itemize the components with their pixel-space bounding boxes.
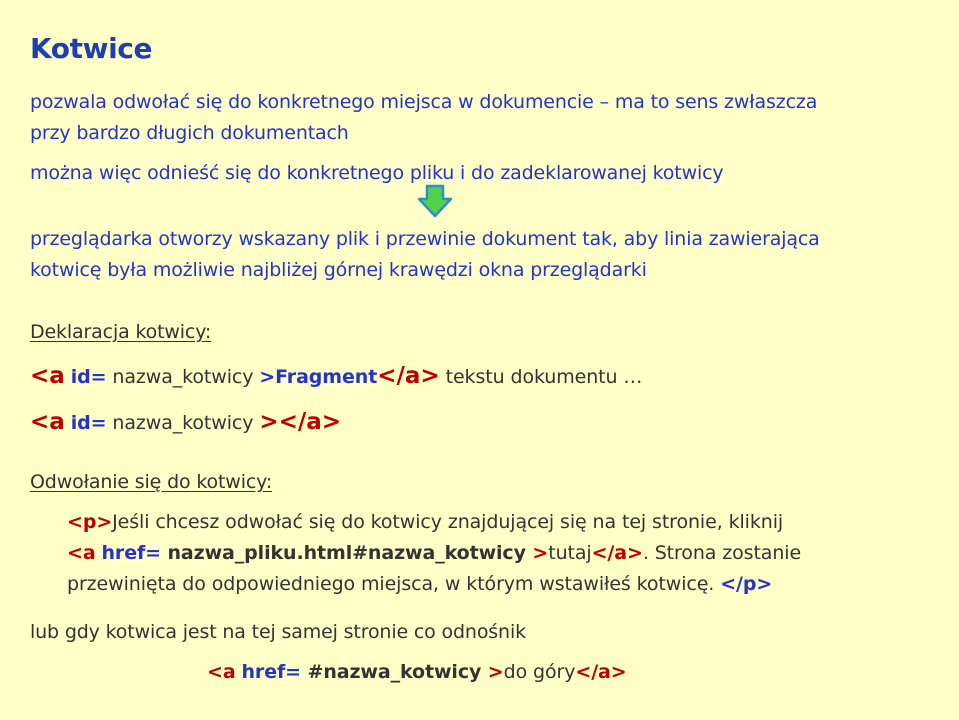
code-value: nazwa_kotwicy — [106, 412, 260, 434]
code-tag: </p> — [720, 573, 773, 595]
code-link-text: do góry — [503, 661, 576, 683]
paragraph-line: przy bardzo długich dokumentach — [30, 122, 349, 144]
code-attribute: id= — [70, 412, 107, 434]
example-line — [67, 506, 783, 538]
slide-title: Kotwice — [30, 32, 153, 65]
code-tag: </a> — [377, 363, 440, 389]
code-tag: </a> — [575, 661, 627, 683]
code-tag: <a — [30, 409, 65, 435]
code-tag: <a — [30, 363, 65, 389]
code-line-same-page — [207, 656, 627, 688]
paragraph-line: kotwicę była możliwie najbliżej górnej krawędzi okna przeglądarki — [30, 259, 647, 281]
example-text: Jeśli chcesz odwołać się do kotwicy znajdującej się na tej stronie, kliknij — [112, 511, 784, 533]
code-rest: tekstu dokumentu … — [439, 366, 643, 388]
code-tag: ></a> — [259, 409, 342, 435]
code-line-empty-anchor — [30, 406, 341, 439]
down-arrow-icon — [416, 184, 454, 219]
code-tag: <a — [207, 661, 236, 683]
example-link-text: tutaj — [548, 542, 592, 564]
code-value: #nazwa_kotwicy — [300, 661, 488, 683]
code-fragment: >Fragment — [259, 366, 378, 388]
example-text: przewinięta do odpowiedniego miejsca, w którym wstawiłeś kotwicę. — [67, 573, 721, 595]
code-attribute: href= — [241, 661, 301, 683]
paragraph-line: można więc odnieść się do konkretnego pliku i do zadeklarowanej kotwicy — [30, 162, 724, 184]
code-value: nazwa_kotwicy — [106, 366, 260, 388]
code-line-declaration — [30, 360, 642, 393]
code-tag: > — [487, 661, 504, 683]
code-tag: </a> — [591, 542, 643, 564]
paragraph-line: przeglądarka otworzy wskazany plik i przewinie dokument tak, aby linia zawierająca — [30, 228, 820, 250]
paragraph-line: pozwala odwołać się do konkretnego miejsca w dokumencie – ma to sens zwłaszcza — [30, 91, 818, 113]
same-page-text: lub gdy kotwica jest na tej samej stronie co odnośnik — [30, 621, 526, 643]
code-tag: > — [532, 542, 549, 564]
code-value: nazwa_pliku.html#nazwa_kotwicy — [160, 542, 533, 564]
code-attribute: id= — [70, 366, 107, 388]
declaration-heading: Deklaracja kotwicy: — [30, 321, 212, 343]
reference-heading: Odwołanie się do kotwicy: — [30, 471, 273, 493]
code-tag: <a — [67, 542, 96, 564]
example-text: . Strona zostanie — [642, 542, 802, 564]
code-tag: <p> — [67, 511, 113, 533]
code-attribute: href= — [101, 542, 161, 564]
example-line — [67, 568, 772, 600]
down-arrow-icon — [416, 184, 454, 219]
example-line — [67, 537, 801, 569]
